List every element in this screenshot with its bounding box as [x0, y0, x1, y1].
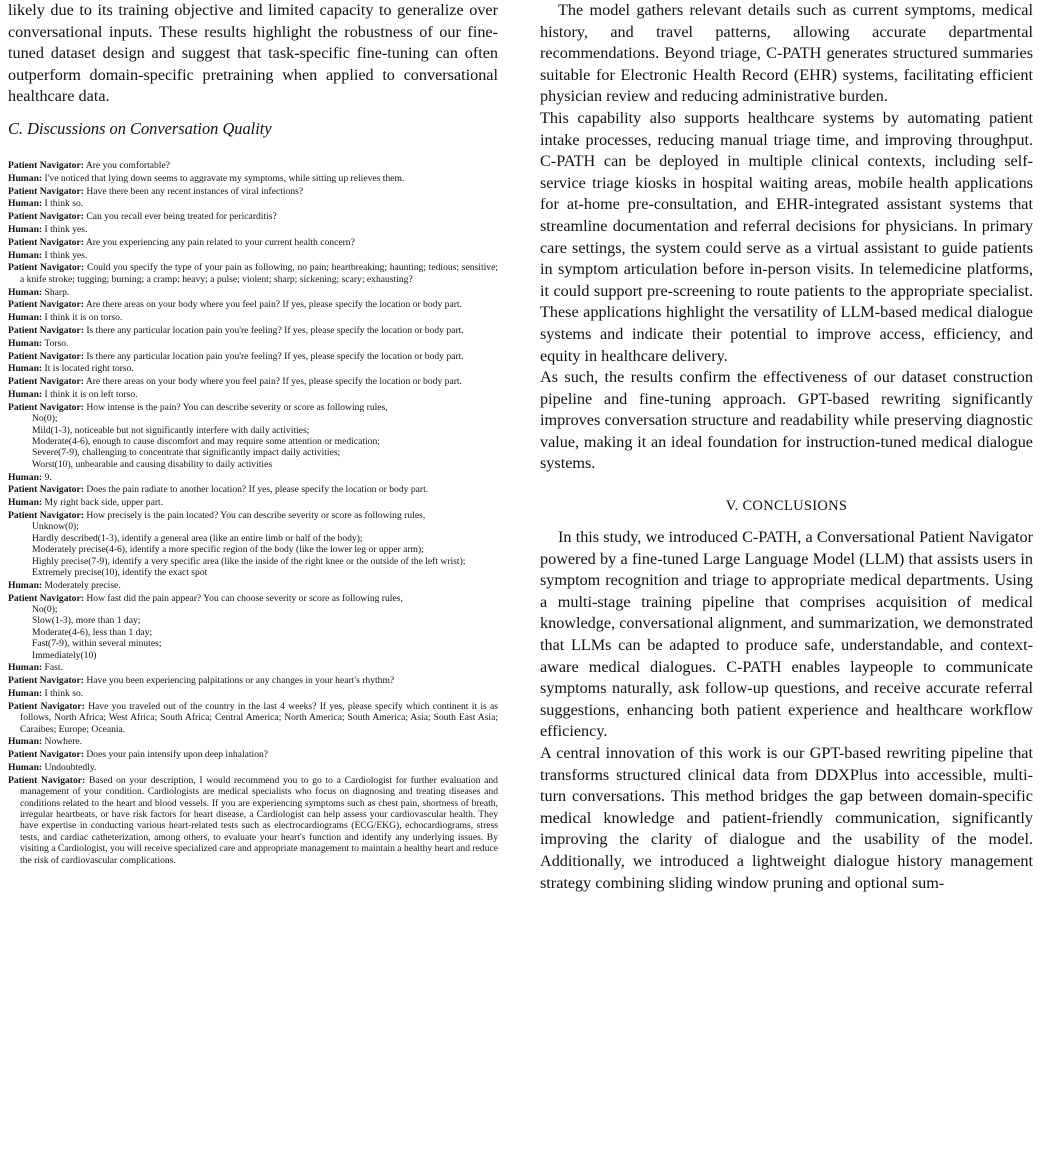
utterance-text: I think so.	[44, 687, 84, 699]
utterance-text: Is there any particular location pain you're feeling? If yes, please specify the location or body part.	[86, 350, 464, 362]
utterance-text: Are you experiencing any pain related to your current health concern?	[85, 236, 355, 248]
dialogue-turn	[8, 510, 498, 578]
utterance-text: My right back side, upper part.	[44, 497, 164, 509]
rating-option: Worst(10), unbearable and causing disability to daily activities	[32, 458, 273, 470]
dialogue-turn	[8, 389, 498, 400]
speaker-label: Patient Navigator:	[8, 749, 84, 761]
dialogue-turn	[8, 351, 498, 362]
utterance-text: Are you comfortable?	[85, 159, 170, 171]
speaker-label: Human:	[8, 471, 43, 483]
dialogue-turn	[8, 211, 498, 222]
rating-option: Slow(1-3), more than 1 day;	[32, 615, 141, 627]
dialogue-turn	[8, 250, 498, 261]
speaker-label: Human:	[8, 662, 43, 674]
rating-option: No(0);	[32, 603, 58, 615]
rating-option: Unknow(0);	[32, 521, 79, 533]
dialogue-turn	[8, 762, 498, 773]
speaker-label: Human:	[8, 172, 43, 184]
dialogue-turn	[8, 237, 498, 248]
paragraph: The model gathers relevant details such as current symptoms, medical history, and travel patterns, allowing accurate departmental recommendations. Beyond triage, C-PATH generates structured summaries suitable for Electronic Health Record (EHR) systems, facilitating efficient physician review and reducing administrative burden.	[540, 1, 1033, 106]
left-column	[8, 0, 498, 867]
dialogue-turn	[8, 675, 498, 686]
speaker-label: Human:	[8, 286, 43, 298]
utterance-text: Is there any particular location pain you're feeling? If yes, please specify the location or body part.	[86, 324, 464, 336]
dialogue-turn	[8, 224, 498, 235]
speaker-label: Human:	[8, 736, 43, 748]
speaker-label: Human:	[8, 497, 43, 509]
dialogue-transcript	[8, 160, 498, 866]
dialogue-turn	[8, 160, 498, 171]
utterance-text: I think yes.	[44, 249, 88, 261]
speaker-label: Patient Navigator:	[8, 376, 84, 388]
utterance-text: Undoubtedly.	[44, 761, 97, 773]
utterance-text: Does your pain intensify upon deep inhalation?	[86, 749, 269, 761]
dialogue-turn	[8, 325, 498, 336]
utterance-text: Nowhere.	[44, 736, 83, 748]
speaker-label: Patient Navigator:	[8, 159, 84, 171]
speaker-label: Patient Navigator:	[8, 774, 86, 786]
speaker-label: Human:	[8, 687, 43, 699]
rating-option: Severe(7-9), challenging to concentrate that significantly impact daily activities;	[32, 447, 341, 459]
speaker-label: Patient Navigator:	[8, 236, 84, 248]
dialogue-turn	[8, 593, 498, 661]
paragraph: As such, the results confirm the effectiveness of our dataset construction pipeline and fine-tuning approach. GPT-based rewriting significantly improves conversation structure and readability while preserving diagnostic value, making it an ideal foundation for instruction-tuned medical dialogue systems.	[540, 368, 1033, 473]
speaker-label: Human:	[8, 312, 43, 324]
intro-paragraph: likely due to its training objective and limited capacity to generalize over conversational inputs. These results highlight the robustness of our fine-tuned dataset design and suggest that task-specific fine-tuning can often outperform domain-specific pretraining when applied to conversational healthcare data.	[8, 1, 498, 106]
dialogue-turn	[8, 701, 498, 735]
speaker-label: Human:	[8, 761, 43, 773]
utterance-text: Does the pain radiate to another location? If yes, please specify the location or body part.	[86, 484, 429, 496]
speaker-label: Human:	[8, 223, 43, 235]
utterance-text: Have you traveled out of the country in the last 4 weeks? If yes, please specify which continent it is as follows, North Africa; West Africa; South Africa; Central America; North America; South America; Asia; South East Asia; Caraibes; Europe; Oceania.	[20, 700, 498, 735]
dialogue-turn	[8, 262, 498, 285]
rating-option: Fast(7-9), within several minutes;	[32, 638, 162, 650]
rating-option: Mild(1-3), noticeable but not significantly interfere with daily activities;	[32, 424, 310, 436]
right-column	[540, 0, 1033, 894]
speaker-label: Patient Navigator:	[8, 211, 84, 223]
dialogue-turn	[8, 484, 498, 495]
dialogue-turn	[8, 198, 498, 209]
utterance-text: I think it is on torso.	[44, 312, 123, 324]
dialogue-turn	[8, 338, 498, 349]
rating-option: No(0);	[32, 413, 58, 425]
speaker-label: Patient Navigator:	[8, 509, 84, 521]
dialogue-turn	[8, 497, 498, 508]
subsection-title: C. Discussions on Conversation Quality	[8, 118, 272, 138]
dialogue-turn	[8, 312, 498, 323]
speaker-label: Patient Navigator:	[8, 185, 84, 197]
speaker-label: Patient Navigator:	[8, 401, 84, 413]
utterance-text: I think so.	[44, 198, 84, 210]
utterance-text: How precisely is the pain located? You can describe severity or score as following rules,	[86, 509, 426, 521]
utterance-text: Have there been any recent instances of viral infections?	[86, 185, 304, 197]
utterance-text: How intense is the pain? You can describe severity or score as following rules,	[86, 401, 388, 413]
utterance-text: Can you recall ever being treated for pericarditis?	[86, 211, 277, 223]
utterance-text: Have you been experiencing palpitations or any changes in your heart's rhythm?	[86, 675, 395, 687]
utterance-text: Moderately precise.	[44, 579, 121, 591]
rating-option: Hardly described(1-3), identify a general area (like an entire limb or half of the body);	[32, 532, 363, 544]
utterance-text: I think it is on left torso.	[44, 388, 138, 400]
rating-option: Moderate(4-6), less than 1 day;	[32, 626, 153, 638]
speaker-label: Patient Navigator:	[8, 592, 84, 604]
dialogue-turn	[8, 749, 498, 760]
dialogue-turn	[8, 299, 498, 310]
dialogue-turn	[8, 363, 498, 374]
dialogue-turn	[8, 186, 498, 197]
rating-option: Extremely precise(10), identify the exact spot	[32, 566, 208, 578]
utterance-text: Torso.	[44, 337, 69, 349]
speaker-label: Patient Navigator:	[8, 350, 84, 362]
paragraph: In this study, we introduced C-PATH, a Conversational Patient Navigator powered by a fine-tuned Large Language Model (LLM) that assists users in symptom recognition and triage to appropriate medical departments. Using a multi-stage training pipeline that comprises acquisition of medical knowledge, conversational alignment, and summarization, we demonstrated that LLMs can be adapted to produce safe, understandable, and context-aware medical dialogues. C-PATH enables laypeople to communicate symptoms naturally, ask follow-up questions, and receive accurate referral suggestions, enhancing both patient experience and healthcare workflow efficiency.	[540, 528, 1033, 741]
utterance-text: Could you specify the type of your pain as following, no pain; heartbreaking; haunting; tedious; sensitive; a knife stroke; tugging; burning; a cramp; heavy; a pulse; violent; sharp; sickening; scary; exhausting?	[20, 262, 498, 285]
utterance-text: How fast did the pain appear? You can choose severity or score as following rules,	[86, 592, 403, 604]
rating-option: Moderately precise(4-6), identify a more specific region of the body (like the lower leg or upper arm);	[32, 544, 424, 556]
paragraph: This capability also supports healthcare systems by automating patient intake processes, reducing manual triage time, and improving throughput. C-PATH can be deployed in multiple clinical contexts, including self-service triage kiosks in hospital waiting areas, mobile health applications for at-home pre-consultation, and EHR-integrated assistant systems that streamline documentation and referral decisions for physicians. In primary care settings, the system could serve as a virtual assistant to guide patients in symptom articulation before in-person visits. In telemedicine platforms, it could support pre-screening to route patients to the appropriate specialist. These applications highlight the versatility of LLM-based medical dialogue systems and indicate their potential to improve access, efficiency, and equity in healthcare delivery.	[540, 108, 1033, 365]
dialogue-turn	[8, 376, 498, 387]
speaker-label: Patient Navigator:	[8, 700, 85, 712]
utterance-text: Fast.	[44, 662, 63, 674]
dialogue-turn	[8, 472, 498, 483]
dialogue-turn	[8, 662, 498, 673]
speaker-label: Human:	[8, 363, 43, 375]
dialogue-turn	[8, 688, 498, 699]
utterance-text: It is located right torso.	[44, 363, 134, 375]
dialogue-turn	[8, 580, 498, 591]
utterance-text: I've noticed that lying down seems to aggravate my symptoms, while sitting up relieves them.	[44, 172, 405, 184]
utterance-text: Based on your description, I would recommend you to go to a Cardiologist for further evaluation and management of your condition. Cardiologists are medical specialists who focus on diagnosing and treating diseases and conditions related to the heart and blood vessels. If you are experiencing symptoms such as chest pain, shortness of breath, irregular heartbeats, or have risk factors for heart disease, a Cardiologist can help assess your cardiovascular health. They have expertise in conducting various heart-related tests such as electrocardiograms (ECG/EKG), echocardiograms, stress tests, and cardiac catheterization, among others, to evaluate your heart's function and identify any underlying issues. By visiting a Cardiologist, you will receive specialized care and appropriate management to maintain a healthy heart and reduce the risk of cardiovascular complications.	[20, 774, 498, 866]
rating-option: Immediately(10)	[32, 649, 97, 661]
dialogue-turn	[8, 402, 498, 470]
speaker-label: Human:	[8, 337, 43, 349]
speaker-label: Human:	[8, 198, 43, 210]
speaker-label: Patient Navigator:	[8, 675, 84, 687]
utterance-text: Sharp.	[44, 286, 70, 298]
dialogue-turn	[8, 736, 498, 747]
speaker-label: Patient Navigator:	[8, 324, 84, 336]
paragraph: A central innovation of this work is our GPT-based rewriting pipeline that transforms structured clinical data from DDXPlus into accessible, multi-turn conversations. This method bridges the gap between domain-specific medical knowledge and patient-friendly communication, significantly improving the clarity of dialogue and the usability of the model. Additionally, we introduced a lightweight dialogue history management strategy combining sliding window pruning and optional sum-	[540, 744, 1033, 892]
utterance-text: Are there areas on your body where you feel pain? If yes, please specify the location or body part.	[85, 376, 462, 388]
speaker-label: Patient Navigator:	[8, 299, 84, 311]
dialogue-turn	[8, 173, 498, 184]
speaker-label: Patient Navigator:	[8, 262, 85, 274]
speaker-label: Human:	[8, 249, 43, 261]
utterance-text: I think yes.	[44, 223, 88, 235]
rating-option: Moderate(4-6), enough to cause discomfort and may require some attention or medication;	[32, 435, 380, 447]
speaker-label: Patient Navigator:	[8, 484, 84, 496]
dialogue-turn	[8, 287, 498, 298]
rating-option: Highly precise(7-9), identify a very specific area (like the inside of the right knee or the outside of the left wrist);	[32, 555, 466, 567]
utterance-text: 9.	[44, 471, 52, 483]
speaker-label: Human:	[8, 388, 43, 400]
utterance-text: Are there areas on your body where you feel pain? If yes, please specify the location or body part.	[85, 299, 462, 311]
section-title: V. CONCLUSIONS	[725, 498, 848, 515]
dialogue-turn	[8, 775, 498, 866]
speaker-label: Human:	[8, 579, 43, 591]
